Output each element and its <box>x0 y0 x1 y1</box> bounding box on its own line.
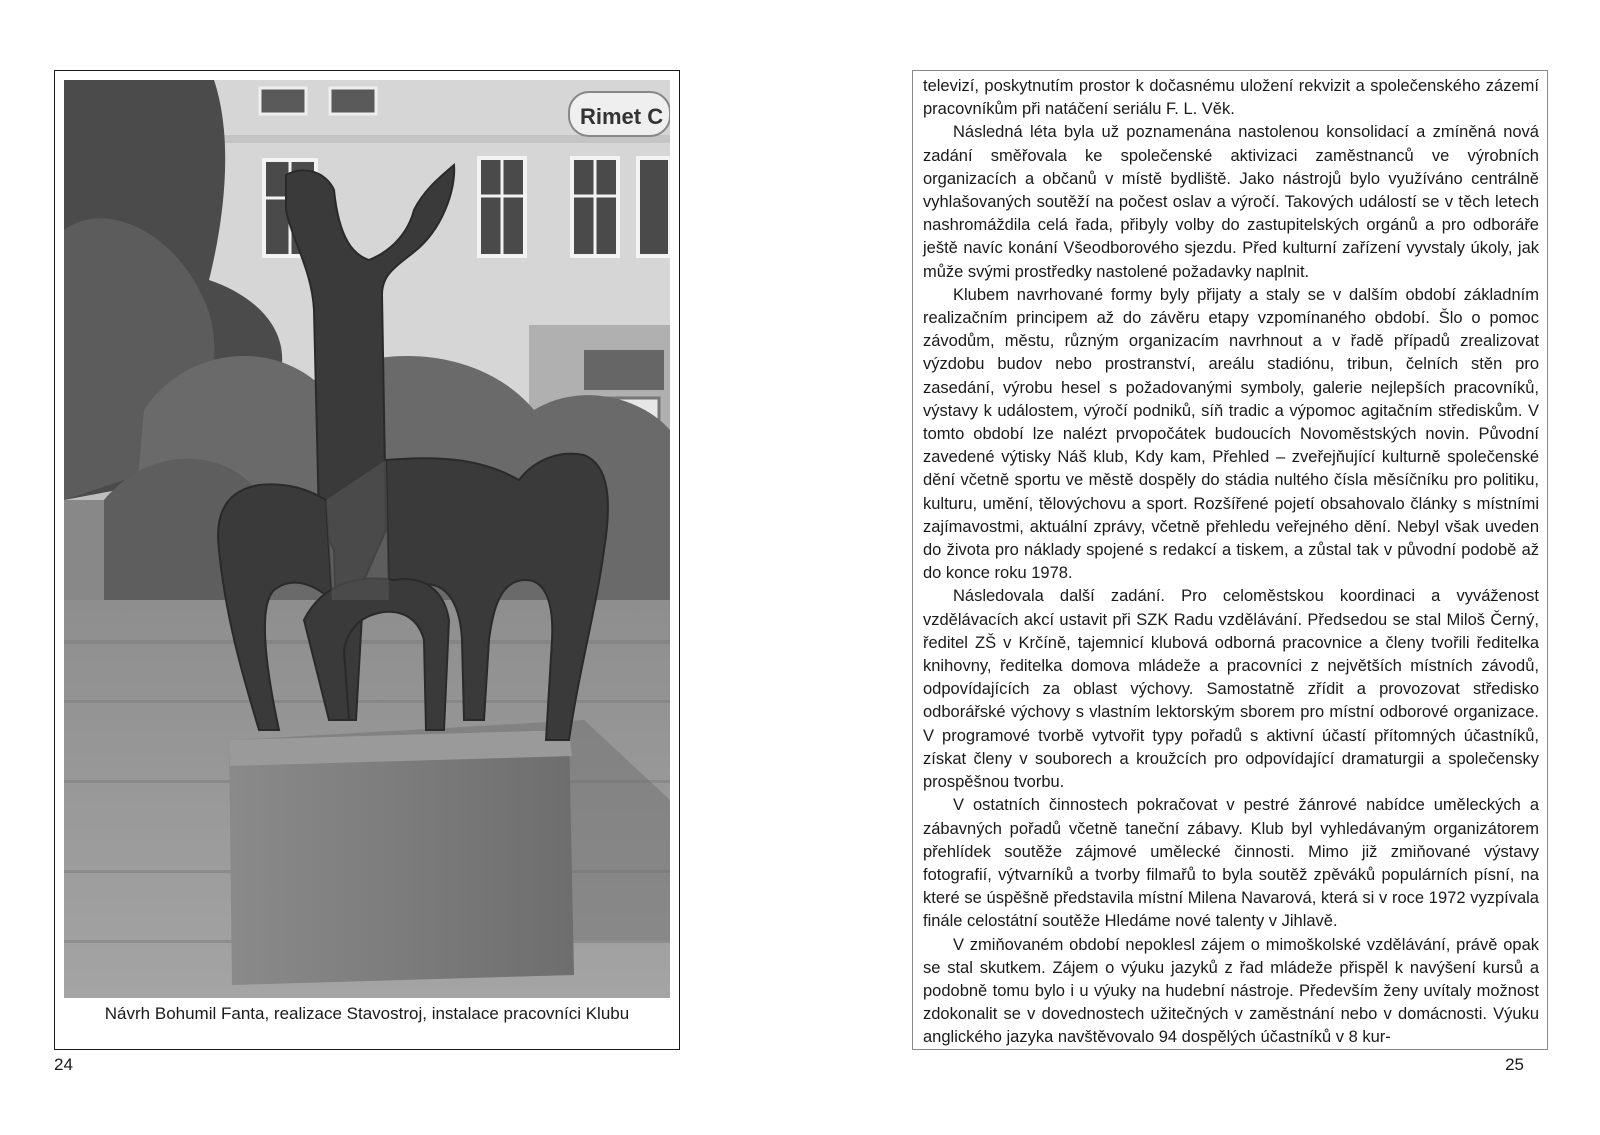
page-number-right: 25 <box>1505 1055 1524 1074</box>
body-text <box>923 75 1539 1050</box>
text-frame <box>912 70 1548 1050</box>
paragraph-2: Následná léta byla už poznamenána nastolenou konsolidací a zmíněná nová zadání směřovala ke společenské aktivizaci zaměstnanců ve výrobních organizacích a občanů v místě bydliště. Jako nástrojů bylo využíváno centrálně vyhlašovaných soutěží na počest oslav a výročí. Takových událostí se v těch letech nashromáždila celá řada, přibyly volby do zastupitelských orgánů a pro odboráře ještě navíc konání Všeodborového sjezdu. Před kulturní zařízení vyvstaly úkoly, jak může svými prostředky nastolené požadavky naplnit. <box>923 123 1539 281</box>
paragraph-5: V ostatních činnostech pokračovat v pestré žánrové nabídce uměleckých a zábavných pořadů včetně taneční zábavy. Klub byl vyhledávaným organizátorem přehlídek soutěže zájmové umělecké činnosti. Mimo již zmiňované výstavy fotografií, výtvarníků a tvorby filmařů to byla soutěž zpěváků populárních písní, na které se úspěšně představila místní Milena Navarová, která si v roce 1972 vyzpívala finále celostátní soutěže Hledáme nové talenty v Jihlavě. <box>923 796 1539 931</box>
paragraph-6: V zmiňovaném období nepoklesl zájem o mimoškolské vzdělávání, právě opak se stal skutkem. Zájem o výuku jazyků z řad mládeže přispěl k navýšení kursů a podobně tomu bylo i u výuky na hudební nástroje. Především ženy uvítaly možnost zdokonalit se v dovednostech užitečných v zaměstnání nebo v domácnosti. Výuku anglického jazyka navštěvovalo 94 dospělých účastníků v 8 kur- <box>923 935 1539 1047</box>
photo-caption: Návrh Bohumil Fanta, realizace Stavostroj, instalace pracovníci Klubu <box>104 1004 630 1023</box>
sculpture-photo <box>64 80 670 998</box>
photo-frame <box>54 70 680 1050</box>
sculpture-photo-graphic <box>64 80 670 998</box>
paragraph-4: Následovala další zadání. Pro celoměstskou koordinaci a vyváženost vzdělávacích akcí ustavit při SZK Radu vzdělávání. Předsedou se stal Miloš Černý, ředitel ZŠ v Krčíně, tajemnicí klubová odborná pracovnice a členy tvořili ředitelka knihovny, ředitelka domova mládeže a pracovníci z největších místních závodů, odpovídajících za oblast výchovy. Samostatně zřídit a provozovat středisko odborářské výchovy s vlastním lektorským sborem pro místní odborové organizace. V programové tvorbě vytvořit typy pořadů s aktivní účastí přítomných účastníků, získat členy v souborech a kroužcích pro odpovídající dramaturgii a společensky prospěšnou tvorbu. <box>923 587 1539 792</box>
storefront-sign: Rimet C <box>580 104 664 129</box>
page-number-left: 24 <box>54 1055 73 1074</box>
paragraph-3: Klubem navrhované formy byly přijaty a staly se v dalším období základním realizačním principem až do závěru etapy vzpomínaného období. Šlo o pomoc závodům, městu, různým organizacím navrhnout a v řadě případů zrealizovat výzdobu budov nebo prostranství, areálu stadiónu, tribun, čelních stěn pro zasedání, výrobu hesel s požadovanými symboly, galerie nejlepších pracovníků, výstavy k událostem, výročí podniků, síň tradic a výpomoc agitačním střediskům. V tomto období lze nalézt prvopočátek budoucích Novoměstských novin. Původní zavedené výtisky Náš klub, Kdy kam, Přehled – zveřejňující kulturně společenské dění včetně sportu ve městě dospěly do stádia nultého čísla měsíčníku pro politiku, kulturu, umění, tělovýchovu a sport. Rozšířené pojetí obsahovalo články s místními zajímavostmi, aktuální zprávy, včetně přehledu veřejného dění. Nebyl však uveden do života pro náklady spojené s redakcí a tiskem, a zůstal tak v původní podobě až do konce roku 1978. <box>923 285 1539 583</box>
paragraph-1: televizí, poskytnutím prostor k dočasnému uložení rekvizit a společenského zázemí pracovníkům při natáčení seriálu F. L. Věk. <box>923 77 1539 119</box>
